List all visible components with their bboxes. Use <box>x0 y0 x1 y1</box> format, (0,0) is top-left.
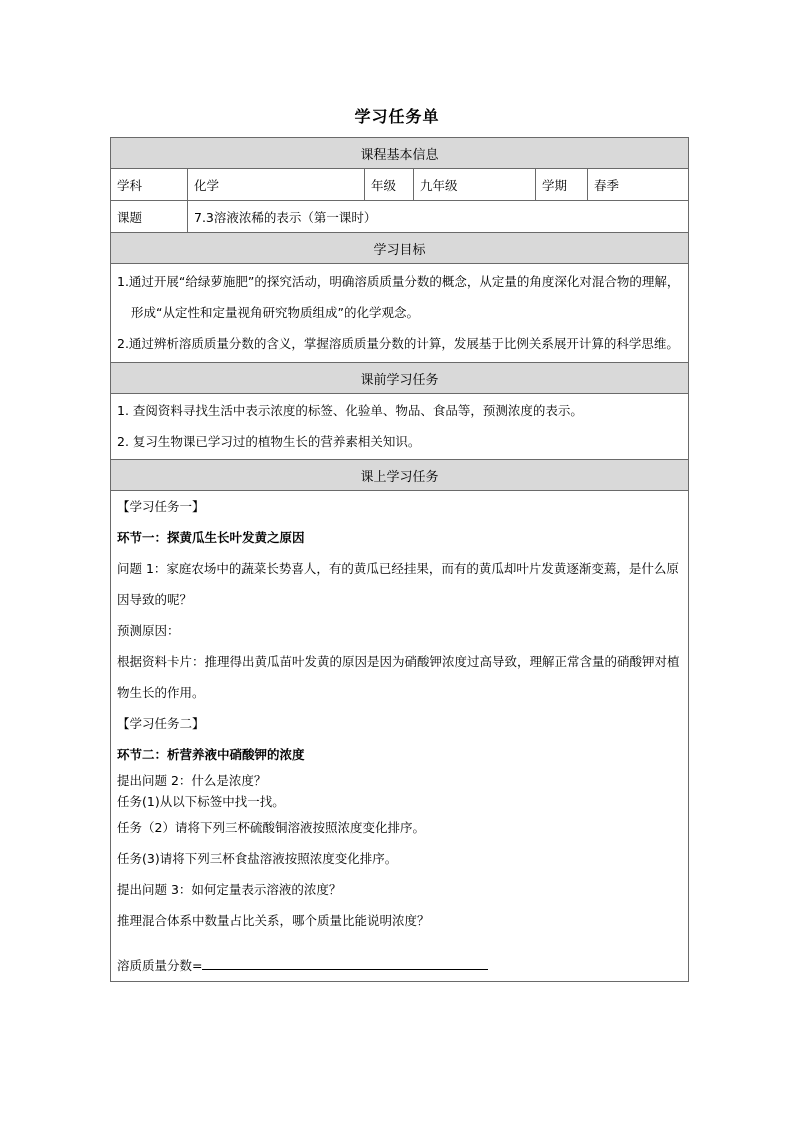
question-3: 提出问题 3：如何定量表示溶液的浓度？ <box>117 882 342 897</box>
task-item-1: 任务(1)从以下标签中找一找。 <box>117 794 285 809</box>
step1-title: 环节一：探黄瓜生长叶发黄之原因 <box>117 530 305 545</box>
task-item-2: 任务（2）请将下列三杯硫酸铜溶液按照浓度变化排序。 <box>117 820 425 835</box>
task-sheet-table <box>110 137 689 982</box>
term-label: 学期 <box>536 169 588 201</box>
in-class-header: 课上学习任务 <box>111 460 689 491</box>
question-2: 提出问题 2：什么是浓度？ <box>117 773 267 788</box>
objectives-header: 学习目标 <box>111 233 689 264</box>
question-1: 问题 1：家庭农场中的蔬菜长势喜人，有的黄瓜已经挂果，而有的黄瓜却叶片发黄逐渐变蔫，是什么原因导致的呢？ <box>117 561 679 607</box>
basic-info-header: 课程基本信息 <box>111 138 689 169</box>
formula-label: 溶质质量分数= <box>117 958 203 973</box>
formula-line <box>117 950 682 981</box>
reasoning-text: 推理混合体系中数量占比关系，哪个质量比能说明浓度？ <box>117 913 430 928</box>
task1-title: 【学习任务一】 <box>117 499 205 514</box>
objective-item-2: 2.通过辨析溶质质量分数的含义，掌握溶质质量分数的计算，发展基于比例关系展开计算的科学思维。 <box>117 336 679 351</box>
formula-blank[interactable] <box>202 955 488 970</box>
subject-value: 化学 <box>188 169 365 201</box>
objective-item-1: 1.通过开展“给绿萝施肥”的探究活动，明确溶质质量分数的概念，从定量的角度深化对混合物的理解，形成“从定性和定量视角研究物质组成”的化学观念。 <box>117 274 680 320</box>
predict-label: 预测原因： <box>117 623 180 638</box>
pre-class-item-1: 1. 查阅资料寻找生活中表示浓度的标签、化验单、物品、食品等，预测浓度的表示。 <box>117 403 583 418</box>
pre-class-header: 课前学习任务 <box>111 363 689 394</box>
topic-label: 课题 <box>111 201 188 233</box>
pre-class-item-2: 2. 复习生物课已学习过的植物生长的营养素相关知识。 <box>117 434 421 449</box>
grade-value: 九年级 <box>414 169 536 201</box>
topic-value: 7.3溶液浓稀的表示（第一课时） <box>188 201 689 233</box>
card-text: 根据资料卡片：推理得出黄瓜苗叶发黄的原因是因为硝酸钾浓度过高导致，理解正常含量的硝酸钾对植物生长的作用。 <box>117 654 680 700</box>
in-class-content <box>111 491 689 982</box>
subject-label: 学科 <box>111 169 188 201</box>
page-title: 学习任务单 <box>354 107 440 126</box>
task2-title: 【学习任务二】 <box>117 716 205 731</box>
grade-label: 年级 <box>365 169 414 201</box>
step2-title: 环节二：析营养液中硝酸钾的浓度 <box>117 747 305 762</box>
term-value: 春季 <box>588 169 689 201</box>
task-item-3: 任务(3)请将下列三杯食盐溶液按照浓度变化排序。 <box>117 851 398 866</box>
